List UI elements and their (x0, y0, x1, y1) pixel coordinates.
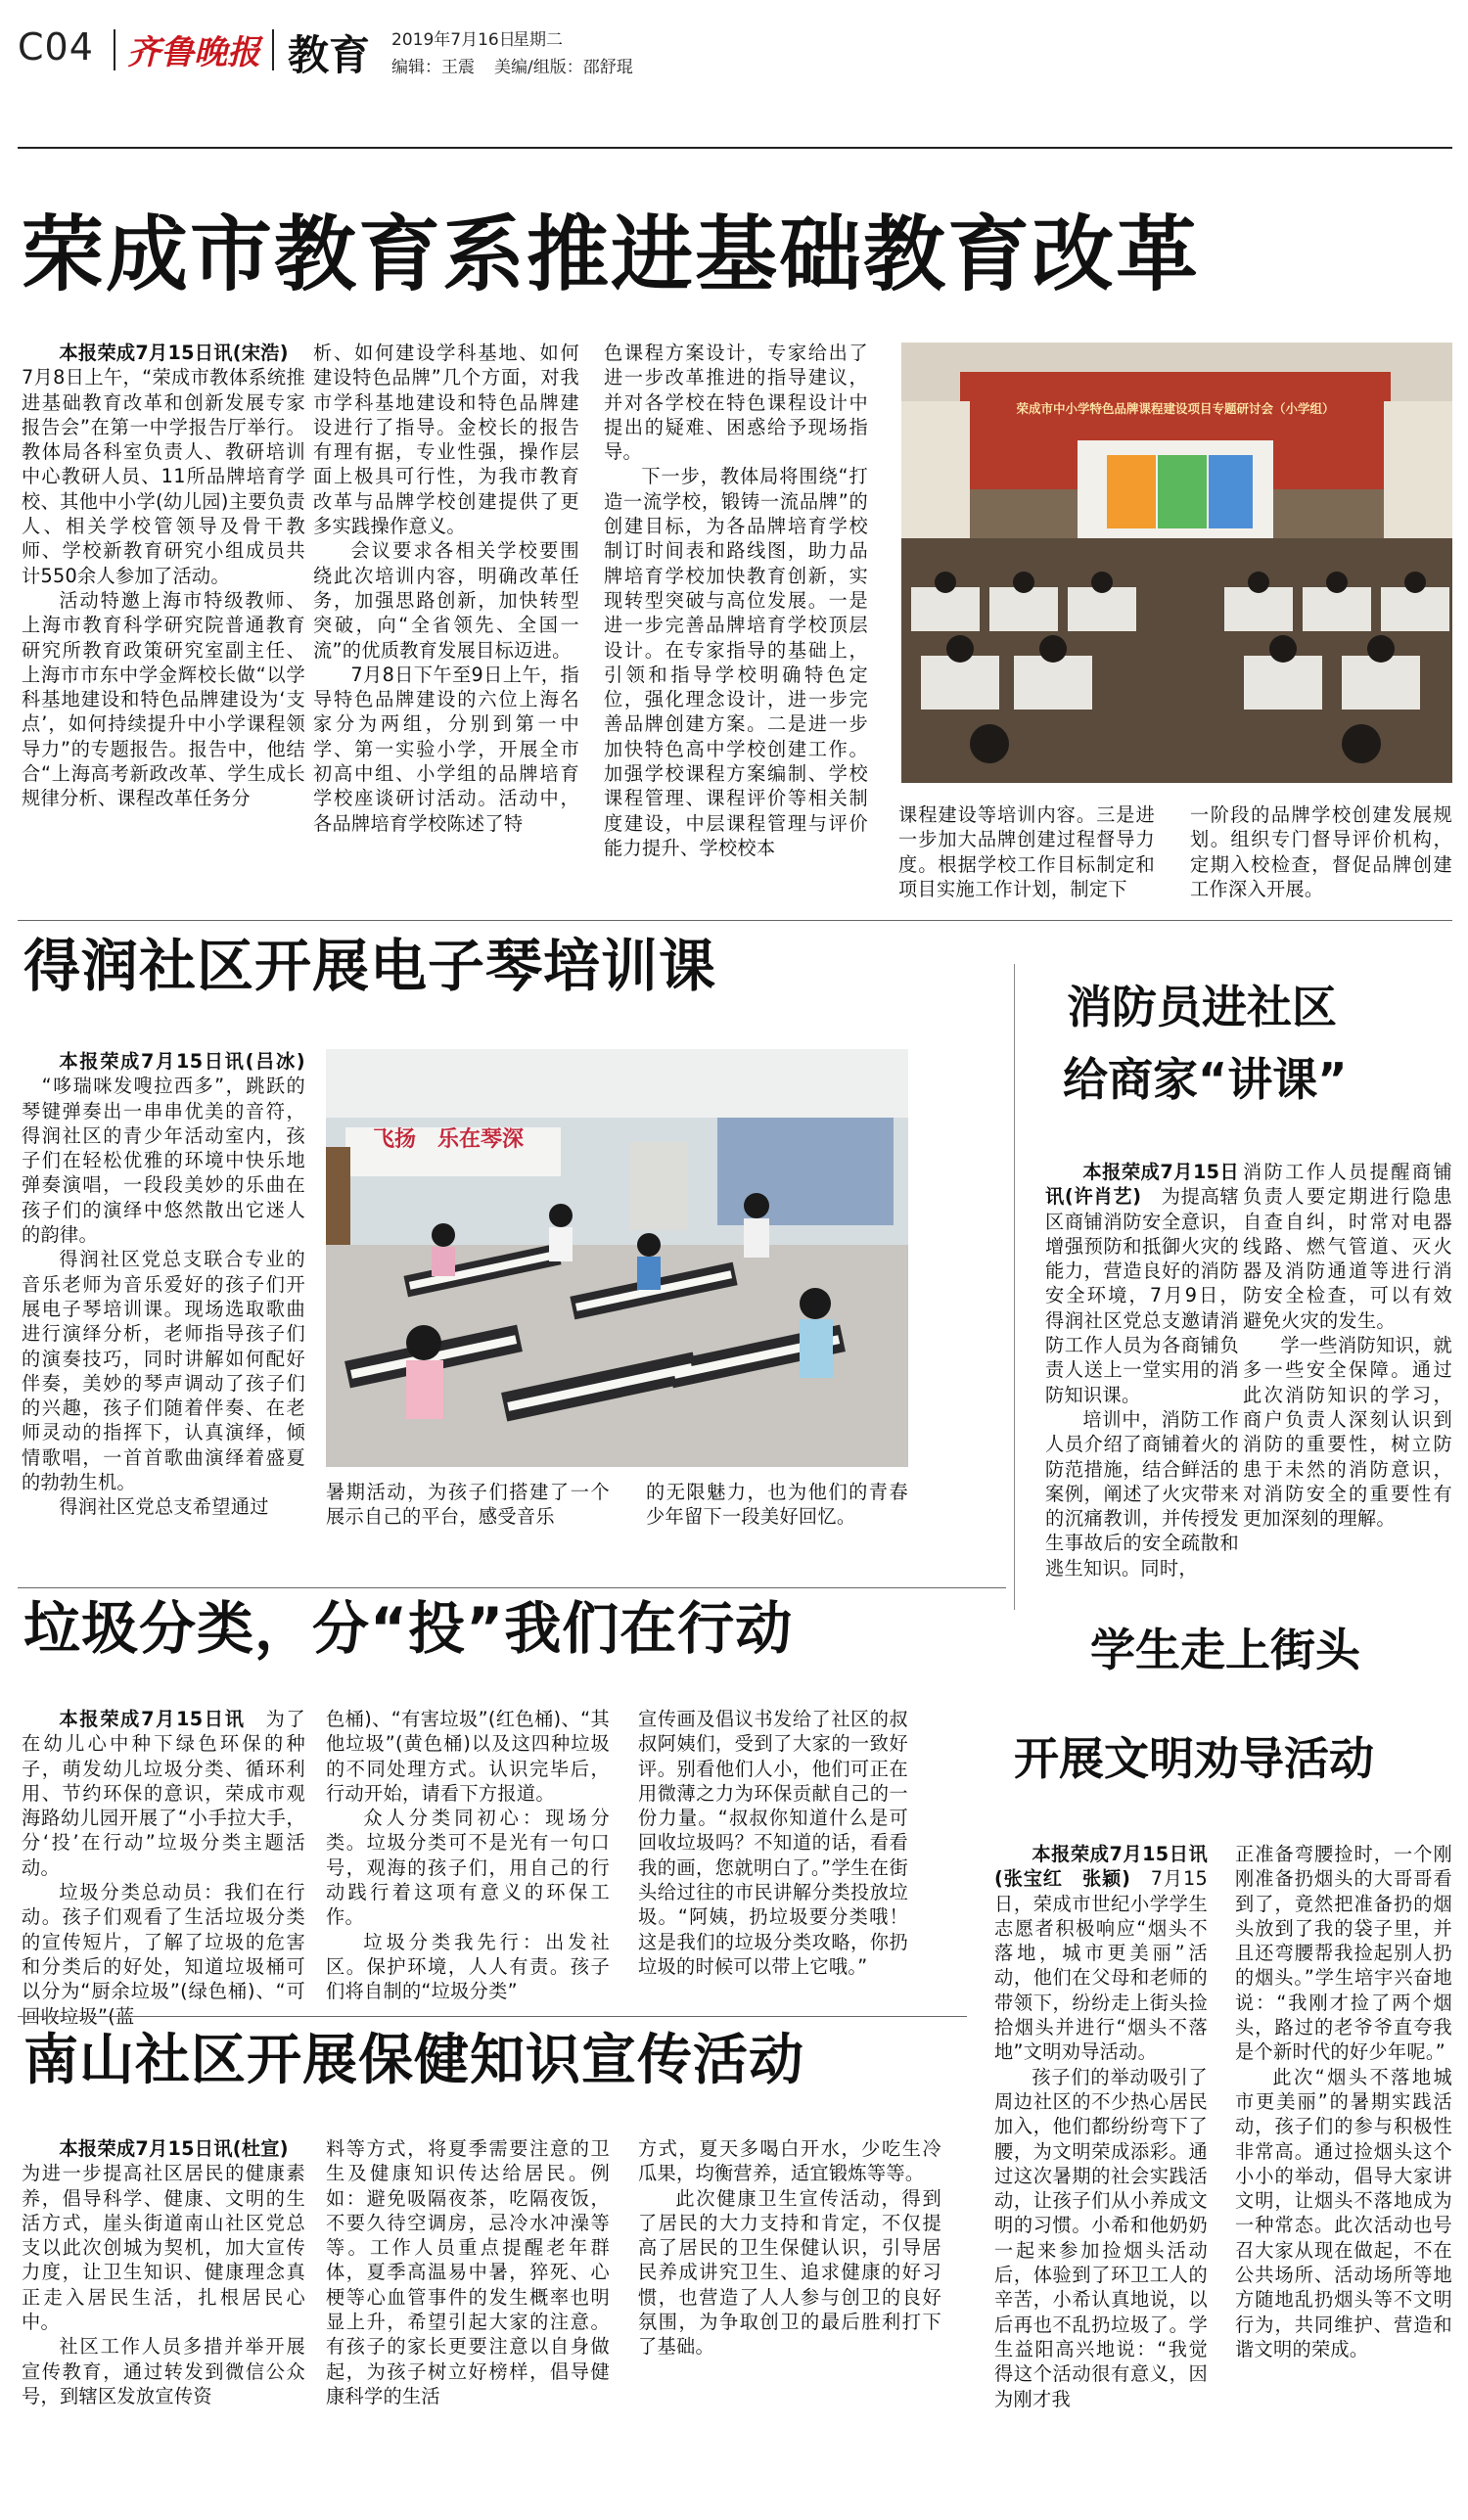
article2-col1: 本报荣成7月15日讯(吕冰) “哆瑞咪发嗖拉西多”，跳跃的琴键弹奏出一串串优美的音符，得润社区的青少年活动室内，孩子们在轻松优雅的环境中快乐地弹奏演唱，一段段美妙的乐曲在孩子们的演绎中悠然散出它迷人的韵律。 得润社区党总支联合专业的音乐老师为音乐爱好的孩子们开展电子琴培训课。现场选取歌曲进行演绎分析，老师指导孩子们的演奏技巧，同时讲解如何配好伴奏，美妙的琴声调动了孩子们的兴趣，孩子们随着伴奏、在老师灵动的指挥下，认真演绎，倾情歌唱，一首首歌曲演绎着盛夏的勃勃生机。 得润社区党总支希望通过 (22, 1050, 305, 1519)
article6-col1: 本报荣成7月15日讯(杜宣) 为进一步提高社区居民的健康素养，倡导科学、健康、文明的生活方式，崖头街道南山社区党总支以此次创城为契机，加大宣传力度，让卫生知识、健康理念真正走入居民生活，扎根居民心中。 社区工作人员多措并举开展宣传教育，通过转发到微信公众号，到辖区发放宣传资 (22, 2137, 308, 2407)
article2-headline: 得润社区开展电子琴培训课 (23, 933, 717, 999)
issue-date: 2019年7月16日 (391, 30, 516, 50)
article2-photo (326, 1049, 908, 1467)
article5-col1: 本报荣成7月15日讯(张宝红 张颖) 7月15日，荣成市世纪小学学生志愿者积极响应“烟头不落地，城市更美丽”活动，他们在父母和老师的带领下，纷纷走上街头捡拾烟头并进行“烟头不落地”文明劝导活动。 孩子们的举动吸引了周边社区的不少热心居民加入，他们都纷纷弯下了腰，为文明荣成添彩。通过这次暑期的社会实践活动，让孩子们从小养成文明的习惯。小希和他奶奶一起来参加捡烟头活动后，体验到了环卫工人的辛苦，小希认真地说，以后再也不乱扔垃圾了。学生益阳高兴地说：“我觉得这个活动很有意义，因为刚才我 (994, 1843, 1208, 2410)
section-name: 教育 (288, 31, 371, 79)
article3-headline-line1: 消防员进社区 (1067, 981, 1337, 1033)
byline: 本报荣成7月15日讯(宋浩) (59, 342, 289, 364)
column-divider (1014, 964, 1015, 1610)
keyboard-class-photo-illustration (326, 1049, 908, 1467)
article6-headline: 南山社区开展保健知识宣传活动 (23, 2029, 804, 2092)
section-rule (18, 2016, 967, 2017)
article4-col2: 色桶)、“有害垃圾”(红色桶)、“其他垃圾”(黄色桶)以及这四种垃圾的不同处理方式。认识完毕后，行动开始，请看下方报道。 众人分类同初心：现场分类。垃圾分类可不是光有一句口号，观海的孩子们，用自己的行动践行着这项有意义的环保工作。 垃圾分类我先行：出发社区。保护环境，人人有责。孩子们将自制的“垃圾分类” (326, 1708, 610, 2003)
section-rule (18, 1587, 1006, 1588)
byline: 本报荣成7月15日讯(许肖艺) (1045, 1161, 1239, 1209)
article3-headline-line2: 给商家“讲课” (1063, 1053, 1348, 1106)
byline: 本报荣成7月15日讯(吕冰) (59, 1050, 305, 1073)
article2-col2: 暑期活动，为孩子们搭建了一个展示自己的平台，感受音乐 (326, 1481, 610, 1529)
header-divider (114, 29, 115, 70)
page-code: C04 (18, 25, 94, 69)
article2-col3: 的无限魅力，也为他们的青春少年留下一段美好回忆。 (646, 1481, 908, 1529)
byline: 本报荣成7月15日讯(杜宣) (59, 2137, 289, 2160)
byline: 本报荣成7月15日讯(张宝红 张颖) (994, 1843, 1208, 1891)
designer-credit: 美编/组版：邵舒琨 (494, 58, 633, 77)
article4-col3: 宣传画及倡议书发给了社区的叔叔阿姨们，受到了大家的一致好评。别看他们人小，他们可正在用微薄之力为环保贡献自己的一份力量。“叔叔你知道什么是可回收垃圾吗？不知道的话，看看我的画，您就明白了。”学生在街头给过往的市民讲解分类投放垃圾。“阿姨，扔垃圾要分类哦！这是我们的垃圾分类攻略，你扔垃圾的时候可以带上它哦。” (638, 1708, 908, 1978)
article5-headline-line2: 开展文明劝导活动 (1014, 1732, 1374, 1785)
article1-col4: 课程建设等培训内容。三是进一步加大品牌创建过程督导力度。根据学校工作目标制定和项目实施工作计划，制定下 (898, 803, 1155, 900)
article1-col1: 本报荣成7月15日讯(宋浩) 7月8日上午，“荣成市教体系统推进基础教育改革和创新发展专家报告会”在第一中学报告厅举行。教体局各科室负责人、教研培训中心教研人员、11所品牌培育学校、其他中小学(幼儿园)主要负责人、相关学校管领导及骨干教师、学校新教育研究小组成员共计550余人参加了活动。 活动特邀上海市特级教师、上海市教育科学研究院普通教育研究所教育政策研究室副主任、上海市市东中学金辉校长做“以学科基地建设和特色品牌建设为‘支点’，如何持续提升中小学课程领导力”的专题报告。报告中，他结合“上海高考新政改革、学生成长规律分析、课程改革任务分 (22, 342, 308, 810)
article3-col1: 本报荣成7月15日讯(许肖艺) 为提高辖区商铺消防安全意识，增强预防和抵御火灾的能力，营造良好的消防安全环境，7月9日，得润社区党总支邀请消防工作人员为各商铺负责人送上一堂实用的消防知识课。 培训中，消防工作人员介绍了商铺着火的防范措施，结合鲜活的案例，阐述了火灾带来的沉痛教训，并传授发生事故后的安全疏散和逃生知识。同时， (1045, 1161, 1239, 1580)
article1-col3: 色课程方案设计，专家给出了进一步改革推进的指导建议，并对各学校在特色课程设计中提出的疑难、困惑给予现场指导。 下一步，教体局将围绕“打造一流学校，锻铸一流品牌”的创建目标，为各品牌培育学校制订时间表和路线图，助力品牌培育学校加快教育创新，实现转型突破与高位发展。一是进一步完善品牌培育学校顶层设计。在专家指导的基础上，引领和指导学校明确特色定位，强化理念设计，进一步完善品牌创建方案。二是进一步加快特色高中学校创建工作。加强学校课程方案编制、学校课程管理、课程评价等相关制度建设，中层课程管理与评价能力提升、学校校本 (604, 342, 868, 859)
editor-credit: 编辑：王震 (391, 58, 475, 77)
issue-weekday: 星期二 (513, 30, 563, 50)
masthead-logo: 齐鲁晚报 (127, 33, 260, 72)
article1-col2: 析、如何建设学科基地、如何建设特色品牌”几个方面，对我市学科基地建设和特色品牌建设进行了指导。金校长的报告有理有据，专业性强，操作层面上极具可行性，为我市教育改革与品牌学校创建提供了更多实践操作意义。 会议要求各相关学校要围绕此次培训内容，明确改革任务，加强思路创新，加快转型突破，向“全省领先、全国一流”的优质教育发展目标迈进。 7月8日下午至9日上午，指导特色品牌建设的六位上海名家分为两组，分别到第一中学、第一实验小学，开展全市初高中组、小学组的品牌培育学校座谈研讨活动。活动中，各品牌培育学校陈述了特 (313, 342, 579, 835)
photo-banner-text: 荣成市中小学特色品牌课程建设项目专题研讨会（小学组） (1016, 401, 1335, 416)
article4-headline: 垃圾分类，分“投”我们在行动 (23, 1595, 794, 1662)
article5-col2: 正准备弯腰捡时，一个刚刚准备扔烟头的大哥哥看到了，竟然把准备扔的烟头放到了我的袋子里，并且还弯腰帮我捡起别人扔的烟头。”学生培宇兴奋地说：“我刚才捡了两个烟头，路过的老爷爷直夸我是个新时代的好少年呢。” 此次“烟头不落地城市更美丽”的暑期实践活动，孩子们的参与积极性非常高。通过捡烟头这个小小的举动，倡导大家讲文明，让烟头不落地成为一种常态。此次活动也号召大家从现在做起，不在公共场所、活动场所等地方随地乱扔烟头等不文明行为，共同维护、营造和谐文明的荣成。 (1235, 1843, 1452, 2360)
byline: 本报荣成7月15日讯 (59, 1708, 246, 1730)
article1-photo (901, 343, 1452, 783)
article4-col1: 本报荣成7月15日讯 为了在幼儿心中种下绿色环保的种子，萌发幼儿垃圾分类、循环利用、节约环保的意识，荣成市观海路幼儿园开展了“小手拉大手，分‘投’在行动”垃圾分类主题活动。 垃圾分类总动员：我们在行动。孩子们观看了生活垃圾分类的宣传短片，了解了垃圾的危害和分类后的好处，知道垃圾桶可以分为“厨余垃圾”(绿色桶)、“可回收垃圾”(蓝 (22, 1708, 305, 2028)
photo-slogan-text: 飞扬 乐在琴深 (373, 1127, 525, 1152)
article3-col2: 消防工作人员提醒商铺负责人要定期进行隐患自查自纠，时常对电器线路、燃气管道、灭火器及消防通道等进行消防安全检查，可以有效避免火灾的发生。 学一些消防知识，就多一些安全保障。通过此次消防知识的学习，商户负责人深刻认识到消防的重要性，树立防患于未然的消防意识，对消防安全的重要性有更加深刻的理解。 (1243, 1161, 1452, 1531)
article5-headline-line1: 学生走上街头 (1090, 1624, 1360, 1676)
article6-col2: 料等方式，将夏季需要注意的卫生及健康知识传达给居民。例如：避免吸隔夜茶，吃隔夜饭，不要久待空调房，忌冷水冲澡等等。工作人员重点提醒老年群体，夏季高温易中暑，猝死、心梗等心血管事件的发生概率也明显上升，希望引起大家的注意。有孩子的家长更要注意以自身做起，为孩子树立好榜样，倡导健康科学的生活 (326, 2137, 610, 2407)
page-header (18, 14, 1452, 78)
article1-col5: 一阶段的品牌学校创建发展规划。组织专门督导评价机构，定期入校检查，督促品牌创建工作深入开展。 (1190, 803, 1452, 900)
header-rule (18, 147, 1452, 149)
article1-headline: 荣成市教育系推进基础教育改革 (22, 206, 1201, 302)
header-divider (272, 29, 274, 70)
section-rule (18, 920, 1452, 921)
article6-col3: 方式，夏天多喝白开水，少吃生冷瓜果，均衡营养，适宜锻炼等等。 此次健康卫生宣传活动，得到了居民的大力支持和肯定，不仅提高了居民的卫生保健认识，引导居民养成讲究卫生、追求健康的好习惯，也营造了人人参与创卫的良好氛围，为争取创卫的最后胜利打下了基础。 (638, 2137, 941, 2359)
